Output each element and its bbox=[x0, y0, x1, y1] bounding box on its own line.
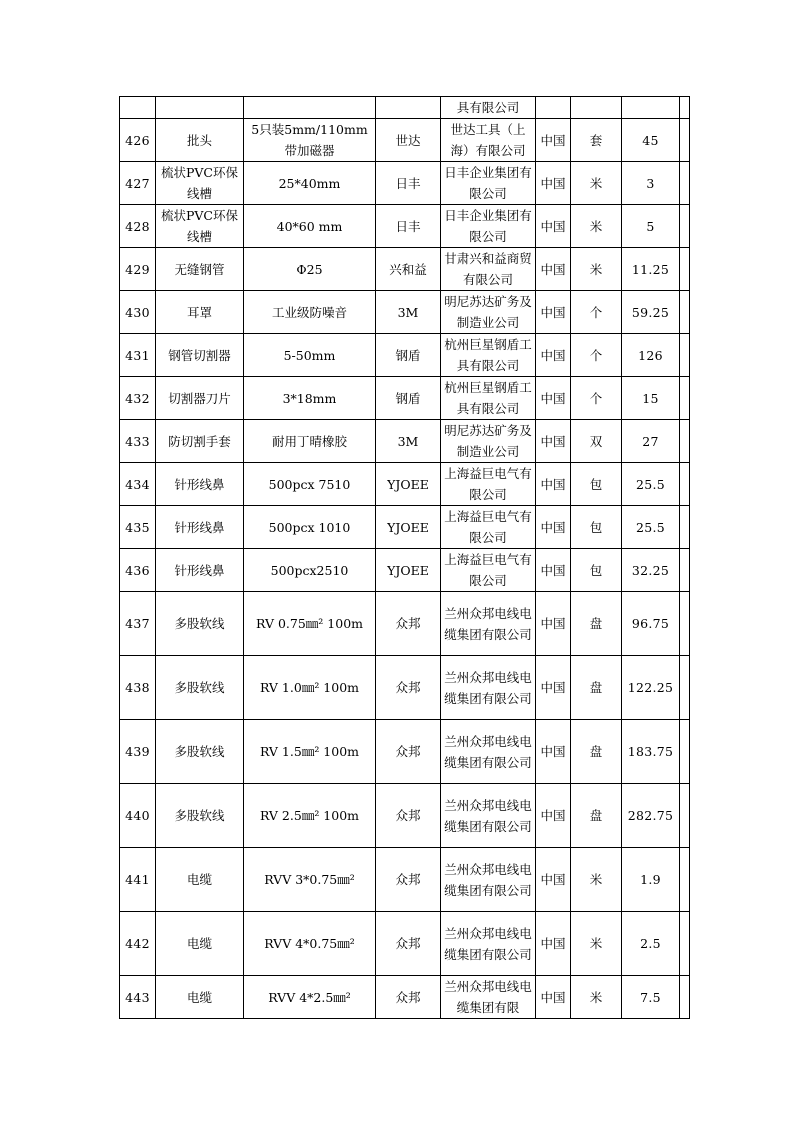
cell-name: 电缆 bbox=[156, 976, 244, 1019]
cell-no: 440 bbox=[120, 784, 156, 848]
cell-unit: 米 bbox=[571, 248, 622, 291]
cell-origin: 中国 bbox=[536, 205, 571, 248]
cell-name: 针形线鼻 bbox=[156, 463, 244, 506]
cell-spec: 40*60 mm bbox=[244, 205, 376, 248]
cell-price: 5 bbox=[622, 205, 680, 248]
cell-note bbox=[680, 205, 690, 248]
cell-brand: 3M bbox=[376, 291, 441, 334]
table-row bbox=[120, 119, 690, 162]
cell-name: 电缆 bbox=[156, 848, 244, 912]
cell-origin: 中国 bbox=[536, 248, 571, 291]
cell-name: 梳状PVC环保线槽 bbox=[156, 162, 244, 205]
cell-spec bbox=[244, 97, 376, 119]
cell-price: 25.5 bbox=[622, 506, 680, 549]
cell-maker: 兰州众邦电线电缆集团有限公司 bbox=[441, 656, 536, 720]
cell-note bbox=[680, 592, 690, 656]
table-row bbox=[120, 463, 690, 506]
cell-origin: 中国 bbox=[536, 592, 571, 656]
cell-maker: 兰州众邦电线电缆集团有限公司 bbox=[441, 784, 536, 848]
cell-unit: 包 bbox=[571, 463, 622, 506]
cell-brand: 日丰 bbox=[376, 205, 441, 248]
cell-maker: 兰州众邦电线电缆集团有限公司 bbox=[441, 592, 536, 656]
cell-no: 436 bbox=[120, 549, 156, 592]
table-row bbox=[120, 549, 690, 592]
cell-origin: 中国 bbox=[536, 463, 571, 506]
table-row bbox=[120, 506, 690, 549]
table-row bbox=[120, 592, 690, 656]
cell-unit: 个 bbox=[571, 291, 622, 334]
cell-price: 126 bbox=[622, 334, 680, 377]
table-row bbox=[120, 377, 690, 420]
cell-brand: 世达 bbox=[376, 119, 441, 162]
cell-origin: 中国 bbox=[536, 334, 571, 377]
cell-maker: 日丰企业集团有限公司 bbox=[441, 205, 536, 248]
cell-note bbox=[680, 162, 690, 205]
cell-maker: 杭州巨星钢盾工具有限公司 bbox=[441, 377, 536, 420]
cell-spec: 工业级防噪音 bbox=[244, 291, 376, 334]
cell-name: 防切割手套 bbox=[156, 420, 244, 463]
cell-price: 3 bbox=[622, 162, 680, 205]
table-row bbox=[120, 720, 690, 784]
cell-note bbox=[680, 976, 690, 1019]
cell-no: 434 bbox=[120, 463, 156, 506]
cell-price: 11.25 bbox=[622, 248, 680, 291]
cell-note bbox=[680, 119, 690, 162]
cell-maker: 兰州众邦电线电缆集团有限 bbox=[441, 976, 536, 1019]
cell-brand: 众邦 bbox=[376, 976, 441, 1019]
cell-note bbox=[680, 334, 690, 377]
cell-origin: 中国 bbox=[536, 848, 571, 912]
cell-brand: 众邦 bbox=[376, 912, 441, 976]
table-row bbox=[120, 976, 690, 1019]
cell-note bbox=[680, 549, 690, 592]
cell-brand: 钢盾 bbox=[376, 377, 441, 420]
cell-unit: 包 bbox=[571, 549, 622, 592]
cell-no: 442 bbox=[120, 912, 156, 976]
cell-price: 45 bbox=[622, 119, 680, 162]
cell-spec: RV 0.75㎜² 100m bbox=[244, 592, 376, 656]
cell-price: 1.9 bbox=[622, 848, 680, 912]
cell-note bbox=[680, 912, 690, 976]
cell-name bbox=[156, 97, 244, 119]
cell-no: 426 bbox=[120, 119, 156, 162]
cell-brand: 众邦 bbox=[376, 656, 441, 720]
cell-name: 钢管切割器 bbox=[156, 334, 244, 377]
cell-name: 梳状PVC环保线槽 bbox=[156, 205, 244, 248]
cell-note bbox=[680, 506, 690, 549]
table-row bbox=[120, 162, 690, 205]
cell-spec: 3*18mm bbox=[244, 377, 376, 420]
cell-name: 批头 bbox=[156, 119, 244, 162]
cell-maker: 具有限公司 bbox=[441, 97, 536, 119]
cell-brand: YJOEE bbox=[376, 506, 441, 549]
cell-origin: 中国 bbox=[536, 720, 571, 784]
cell-name: 多股软线 bbox=[156, 656, 244, 720]
cell-name: 电缆 bbox=[156, 912, 244, 976]
cell-unit: 米 bbox=[571, 976, 622, 1019]
cell-maker: 日丰企业集团有限公司 bbox=[441, 162, 536, 205]
cell-origin: 中国 bbox=[536, 291, 571, 334]
cell-no: 428 bbox=[120, 205, 156, 248]
cell-price: 122.25 bbox=[622, 656, 680, 720]
cell-brand bbox=[376, 97, 441, 119]
cell-unit: 米 bbox=[571, 162, 622, 205]
table-row bbox=[120, 205, 690, 248]
table-row bbox=[120, 912, 690, 976]
cell-maker: 上海益巨电气有限公司 bbox=[441, 549, 536, 592]
cell-no: 430 bbox=[120, 291, 156, 334]
table-body bbox=[120, 97, 690, 1019]
cell-origin: 中国 bbox=[536, 119, 571, 162]
cell-unit: 个 bbox=[571, 377, 622, 420]
cell-name: 无缝钢管 bbox=[156, 248, 244, 291]
cell-note bbox=[680, 720, 690, 784]
cell-spec: RV 1.0㎜² 100m bbox=[244, 656, 376, 720]
table-row bbox=[120, 656, 690, 720]
cell-price bbox=[622, 97, 680, 119]
cell-origin: 中国 bbox=[536, 377, 571, 420]
cell-note bbox=[680, 291, 690, 334]
cell-origin bbox=[536, 97, 571, 119]
cell-price: 183.75 bbox=[622, 720, 680, 784]
cell-name: 多股软线 bbox=[156, 720, 244, 784]
cell-origin: 中国 bbox=[536, 784, 571, 848]
cell-brand: 众邦 bbox=[376, 784, 441, 848]
cell-spec: 500pcx2510 bbox=[244, 549, 376, 592]
cell-origin: 中国 bbox=[536, 549, 571, 592]
table-row bbox=[120, 420, 690, 463]
cell-spec: 500pcx 7510 bbox=[244, 463, 376, 506]
cell-spec: 25*40mm bbox=[244, 162, 376, 205]
cell-maker: 杭州巨星钢盾工具有限公司 bbox=[441, 334, 536, 377]
cell-brand: YJOEE bbox=[376, 549, 441, 592]
cell-unit: 盘 bbox=[571, 784, 622, 848]
cell-no: 437 bbox=[120, 592, 156, 656]
cell-price: 15 bbox=[622, 377, 680, 420]
cell-no bbox=[120, 97, 156, 119]
cell-origin: 中国 bbox=[536, 912, 571, 976]
cell-spec: Φ25 bbox=[244, 248, 376, 291]
cell-unit: 米 bbox=[571, 205, 622, 248]
cell-no: 441 bbox=[120, 848, 156, 912]
cell-brand: YJOEE bbox=[376, 463, 441, 506]
cell-unit: 米 bbox=[571, 912, 622, 976]
cell-unit: 米 bbox=[571, 848, 622, 912]
cell-unit: 个 bbox=[571, 334, 622, 377]
cell-brand: 日丰 bbox=[376, 162, 441, 205]
cell-unit: 包 bbox=[571, 506, 622, 549]
cell-no: 431 bbox=[120, 334, 156, 377]
cell-unit: 盘 bbox=[571, 592, 622, 656]
cell-price: 32.25 bbox=[622, 549, 680, 592]
cell-no: 432 bbox=[120, 377, 156, 420]
cell-name: 多股软线 bbox=[156, 592, 244, 656]
cell-unit bbox=[571, 97, 622, 119]
cell-no: 435 bbox=[120, 506, 156, 549]
cell-price: 282.75 bbox=[622, 784, 680, 848]
cell-price: 25.5 bbox=[622, 463, 680, 506]
cell-spec: 耐用丁晴橡胶 bbox=[244, 420, 376, 463]
cell-maker: 上海益巨电气有限公司 bbox=[441, 463, 536, 506]
cell-maker: 兰州众邦电线电缆集团有限公司 bbox=[441, 848, 536, 912]
table-row bbox=[120, 248, 690, 291]
table-row bbox=[120, 334, 690, 377]
cell-brand: 众邦 bbox=[376, 848, 441, 912]
cell-note bbox=[680, 656, 690, 720]
cell-maker: 上海益巨电气有限公司 bbox=[441, 506, 536, 549]
cell-origin: 中国 bbox=[536, 656, 571, 720]
cell-price: 7.5 bbox=[622, 976, 680, 1019]
table-row bbox=[120, 291, 690, 334]
cell-spec: 5只装5mm/110mm 带加磁器 bbox=[244, 119, 376, 162]
cell-note bbox=[680, 848, 690, 912]
cell-maker: 明尼苏达矿务及制造业公司 bbox=[441, 420, 536, 463]
cell-origin: 中国 bbox=[536, 506, 571, 549]
cell-name: 多股软线 bbox=[156, 784, 244, 848]
cell-spec: 5-50mm bbox=[244, 334, 376, 377]
cell-no: 433 bbox=[120, 420, 156, 463]
cell-name: 切割器刀片 bbox=[156, 377, 244, 420]
cell-brand: 众邦 bbox=[376, 592, 441, 656]
cell-note bbox=[680, 420, 690, 463]
cell-brand: 钢盾 bbox=[376, 334, 441, 377]
cell-spec: RVV 4*2.5㎜² bbox=[244, 976, 376, 1019]
cell-brand: 兴和益 bbox=[376, 248, 441, 291]
cell-brand: 众邦 bbox=[376, 720, 441, 784]
cell-unit: 盘 bbox=[571, 720, 622, 784]
cell-price: 27 bbox=[622, 420, 680, 463]
cell-note bbox=[680, 248, 690, 291]
cell-spec: RVV 3*0.75㎜² bbox=[244, 848, 376, 912]
cell-origin: 中国 bbox=[536, 976, 571, 1019]
cell-note bbox=[680, 463, 690, 506]
cell-spec: RV 1.5㎜² 100m bbox=[244, 720, 376, 784]
cell-spec: RVV 4*0.75㎜² bbox=[244, 912, 376, 976]
cell-brand: 3M bbox=[376, 420, 441, 463]
cell-name: 耳罩 bbox=[156, 291, 244, 334]
cell-maker: 兰州众邦电线电缆集团有限公司 bbox=[441, 912, 536, 976]
cell-maker: 明尼苏达矿务及制造业公司 bbox=[441, 291, 536, 334]
cell-spec: 500pcx 1010 bbox=[244, 506, 376, 549]
cell-origin: 中国 bbox=[536, 162, 571, 205]
cell-no: 429 bbox=[120, 248, 156, 291]
cell-no: 427 bbox=[120, 162, 156, 205]
cell-name: 针形线鼻 bbox=[156, 549, 244, 592]
cell-price: 96.75 bbox=[622, 592, 680, 656]
cell-price: 59.25 bbox=[622, 291, 680, 334]
cell-unit: 双 bbox=[571, 420, 622, 463]
cell-unit: 套 bbox=[571, 119, 622, 162]
cell-no: 438 bbox=[120, 656, 156, 720]
table-row bbox=[120, 848, 690, 912]
product-table bbox=[119, 96, 690, 1019]
cell-unit: 盘 bbox=[571, 656, 622, 720]
cell-origin: 中国 bbox=[536, 420, 571, 463]
cell-maker: 兰州众邦电线电缆集团有限公司 bbox=[441, 720, 536, 784]
cell-note bbox=[680, 97, 690, 119]
cell-name: 针形线鼻 bbox=[156, 506, 244, 549]
cell-note bbox=[680, 377, 690, 420]
cell-no: 443 bbox=[120, 976, 156, 1019]
table-row bbox=[120, 97, 690, 119]
cell-maker: 甘肃兴和益商贸有限公司 bbox=[441, 248, 536, 291]
cell-note bbox=[680, 784, 690, 848]
table-row bbox=[120, 784, 690, 848]
cell-no: 439 bbox=[120, 720, 156, 784]
cell-spec: RV 2.5㎜² 100m bbox=[244, 784, 376, 848]
cell-maker: 世达工具（上海）有限公司 bbox=[441, 119, 536, 162]
cell-price: 2.5 bbox=[622, 912, 680, 976]
